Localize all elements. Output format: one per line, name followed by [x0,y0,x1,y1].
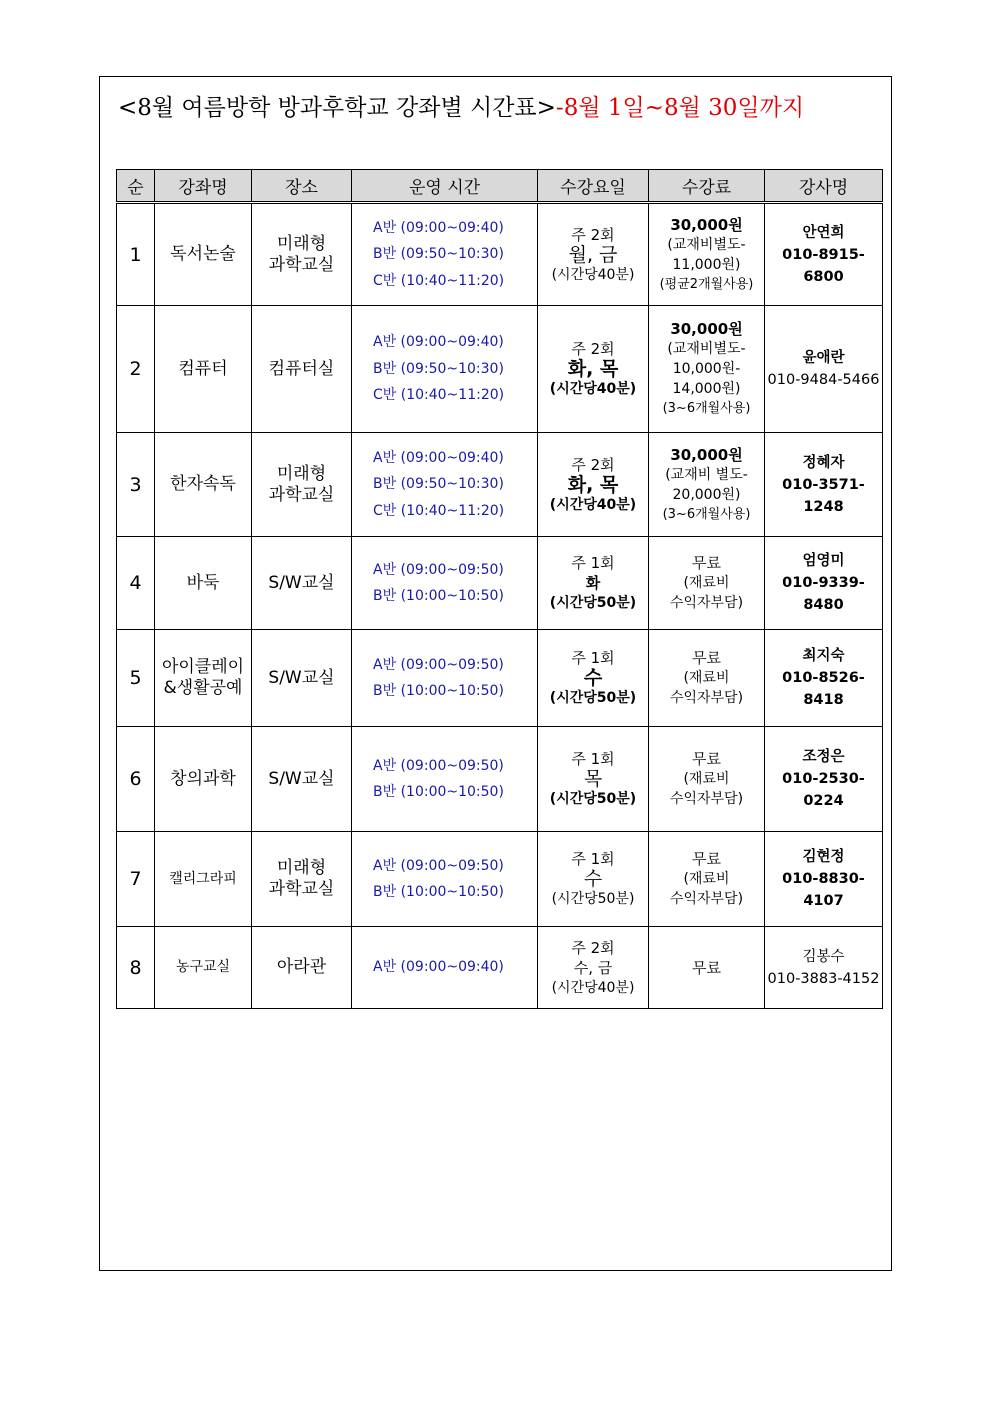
cell-line: S/W교실 [268,572,335,593]
cell-line: (교재비별도- [667,236,746,253]
course-days [538,537,649,630]
header-no: 순 [117,170,155,203]
course-place [252,832,352,927]
cell-line: (재료비 [683,575,730,591]
header-row [117,170,883,203]
course-place [252,306,352,433]
cell-line: 수 [583,667,603,689]
cell-line: C반 (10:40~11:20) [373,387,505,404]
cell-line: 미래형 [276,858,327,878]
row-no: 7 [117,832,155,927]
cell-line: 주 1회 [571,554,615,572]
row-no: 4 [117,537,155,630]
cell-line: 목 [583,768,603,790]
course-days [538,727,649,832]
cell-line: 정혜자 [802,454,845,471]
cell-line: 과학교실 [268,484,335,505]
cell-line: A반 (09:00~09:40) [373,219,504,236]
cell-line: (교재비별도- [667,341,746,357]
course-place [252,203,352,306]
cell-line: 화, 목 [567,358,619,380]
course-fee [649,203,765,306]
cell-line: 30,000원 [670,320,743,338]
cell-line: 농구교실 [175,959,231,975]
course-instructor [765,433,883,537]
course-days [538,306,649,433]
cell-line: (시간당50분) [549,690,637,706]
cell-line: 컴퓨터 [178,358,228,379]
course-times [352,927,538,1009]
course-place [252,630,352,727]
cell-line: 30,000원 [670,445,743,464]
cell-line: 주 2회 [571,455,615,474]
cell-line: 무료 [692,750,721,768]
cell-line: 캘리그라피 [169,870,237,887]
row-no: 2 [117,306,155,433]
course-name [155,630,252,727]
table-row [117,306,883,433]
course-days [538,433,649,537]
header-days: 수강요일 [538,170,649,203]
cell-line: 수, 금 [573,958,613,977]
cell-line: (3~6개월사용) [662,401,751,416]
cell-line: 주 1회 [571,750,615,768]
course-days [538,927,649,1009]
cell-line: 무료 [692,958,721,977]
cell-line: 10,000원- [672,361,741,377]
cell-line: B반 (09:50~10:30) [373,360,504,377]
course-place [252,927,352,1009]
row-no: 6 [117,727,155,832]
cell-line: 과학교실 [268,879,335,899]
cell-line: B반 (10:00~10:50) [373,588,504,604]
course-days [538,832,649,927]
cell-line: 010-9484-5466 [767,372,880,388]
course-instructor [765,630,883,727]
cell-line: 010-8915-6800 [782,246,865,285]
course-name [155,727,252,832]
course-times [352,203,538,306]
cell-line: A반 (09:00~09:40) [373,334,504,351]
cell-line: S/W교실 [268,768,335,789]
cell-line: B반 (09:50~10:30) [373,476,504,493]
course-fee [649,927,765,1009]
cell-line: 30,000원 [670,215,743,234]
cell-line: 안연희 [802,224,845,241]
course-place [252,433,352,537]
cell-line: 창의과학 [170,768,236,789]
cell-line: C반 (10:40~11:20) [373,272,505,289]
cell-line: B반 (09:50~10:30) [373,246,504,263]
course-instructor [765,832,883,927]
cell-line: 010-8830-4107 [782,871,865,909]
course-fee [649,306,765,433]
title-period: -8월 1일~8월 30일까지 [555,95,805,121]
cell-line: C반 (10:40~11:20) [373,502,505,519]
cell-line: 수익자부담) [669,690,744,706]
cell-line: B반 (10:00~10:50) [373,784,504,800]
page-title [118,90,888,130]
cell-line: 엄영미 [802,553,845,569]
course-instructor [765,306,883,433]
cell-line: (시간당40분) [551,266,635,283]
cell-line: (재료비 [683,771,730,787]
table-row [117,727,883,832]
cell-line: 주 2회 [571,340,615,358]
course-fee [649,832,765,927]
cell-line: 주 2회 [571,938,615,957]
cell-line: 최지숙 [802,648,845,664]
cell-line: 010-3571-1248 [782,476,865,515]
cell-line: (3~6개월사용) [662,506,751,522]
course-times [352,306,538,433]
cell-line: 독서논술 [170,244,236,264]
cell-line: (시간당40분) [549,381,637,397]
row-no: 8 [117,927,155,1009]
course-name [155,537,252,630]
course-fee [649,630,765,727]
cell-line: 주 1회 [571,850,615,868]
cell-line: (재료비 [683,871,730,887]
cell-line: A반 (09:00~09:50) [373,757,504,774]
course-name [155,832,252,927]
course-times [352,537,538,630]
course-place [252,537,352,630]
table-row [117,203,883,306]
course-times [352,727,538,832]
course-fee [649,537,765,630]
course-instructor [765,727,883,832]
cell-line: A반 (09:00~09:40) [373,449,504,466]
cell-line: &생활공예 [163,678,243,698]
cell-line: 한자속독 [170,474,236,494]
cell-line: 화, 목 [567,473,619,496]
cell-line: 무료 [692,554,721,572]
cell-line: 010-3883-4152 [767,970,880,987]
table-row [117,832,883,927]
cell-line: 11,000원) [672,256,741,273]
cell-line: 14,000원) [672,381,741,397]
cell-line: 주 1회 [571,649,615,667]
table-row [117,433,883,537]
cell-line: A반 (09:00~09:50) [373,857,504,874]
cell-line: 수익자부담) [669,595,744,611]
table-row [117,630,883,727]
cell-line: A반 (09:00~09:50) [373,561,504,578]
header-place: 장소 [252,170,352,203]
cell-line: S/W교실 [268,667,335,688]
cell-line: 수 [583,868,603,890]
cell-line: B반 (10:00~10:50) [373,884,504,900]
schedule-table [116,169,883,1009]
course-place [252,727,352,832]
table-row [117,537,883,630]
header-instructor: 강사명 [765,170,883,203]
course-instructor [765,203,883,306]
cell-line: 김현정 [802,849,845,865]
header-fee: 수강료 [649,170,765,203]
cell-line: 월, 금 [568,243,618,266]
row-no: 1 [117,203,155,306]
course-times [352,832,538,927]
cell-line: 미래형 [276,233,327,254]
cell-line: (시간당40분) [549,496,637,513]
course-days [538,630,649,727]
title-main: <8월 여름방학 방과후학교 강좌별 시간표> [118,95,556,121]
cell-line: 20,000원) [672,486,741,503]
course-fee [649,433,765,537]
cell-line: 김봉수 [802,948,845,965]
cell-line: 아이클레이 [161,657,245,677]
cell-line: 무료 [692,850,721,868]
header-course: 강좌명 [155,170,252,203]
course-days [538,203,649,306]
cell-line: (시간당50분) [549,595,637,611]
cell-line: (시간당40분) [551,979,635,996]
course-times [352,433,538,537]
course-name [155,306,252,433]
cell-line: 윤애란 [802,350,845,366]
cell-line: 화 [585,574,601,592]
cell-line: 바둑 [186,572,220,593]
row-no: 3 [117,433,155,537]
cell-line: (교재비 별도- [665,466,748,483]
cell-line: 010-9339-8480 [782,575,865,613]
course-instructor [765,927,883,1009]
cell-line: A반 (09:00~09:40) [373,959,504,976]
cell-line: 010-2530-0224 [782,771,865,809]
cell-line: 수익자부담) [669,791,744,807]
cell-line: (시간당50분) [551,891,635,907]
table-row [117,927,883,1009]
course-times [352,630,538,727]
cell-line: (시간당50분) [549,791,637,807]
cell-line: 아라관 [276,957,327,977]
cell-line: 010-8526-8418 [782,670,865,708]
cell-line: A반 (09:00~09:50) [373,656,504,673]
course-name [155,927,252,1009]
course-name [155,203,252,306]
course-instructor [765,537,883,630]
course-name [155,433,252,537]
row-no: 5 [117,630,155,727]
course-fee [649,727,765,832]
cell-line: B반 (10:00~10:50) [373,683,504,699]
cell-line: 미래형 [276,463,327,484]
cell-line: (재료비 [683,670,730,686]
cell-line: 수익자부담) [669,891,744,907]
cell-line: 컴퓨터실 [268,358,335,379]
header-time: 운영 시간 [352,170,538,203]
cell-line: (평균2개월사용) [659,276,754,292]
cell-line: 과학교실 [268,254,335,275]
cell-line: 주 2회 [571,225,615,244]
cell-line: 무료 [692,649,721,667]
cell-line: 조정은 [802,749,845,765]
